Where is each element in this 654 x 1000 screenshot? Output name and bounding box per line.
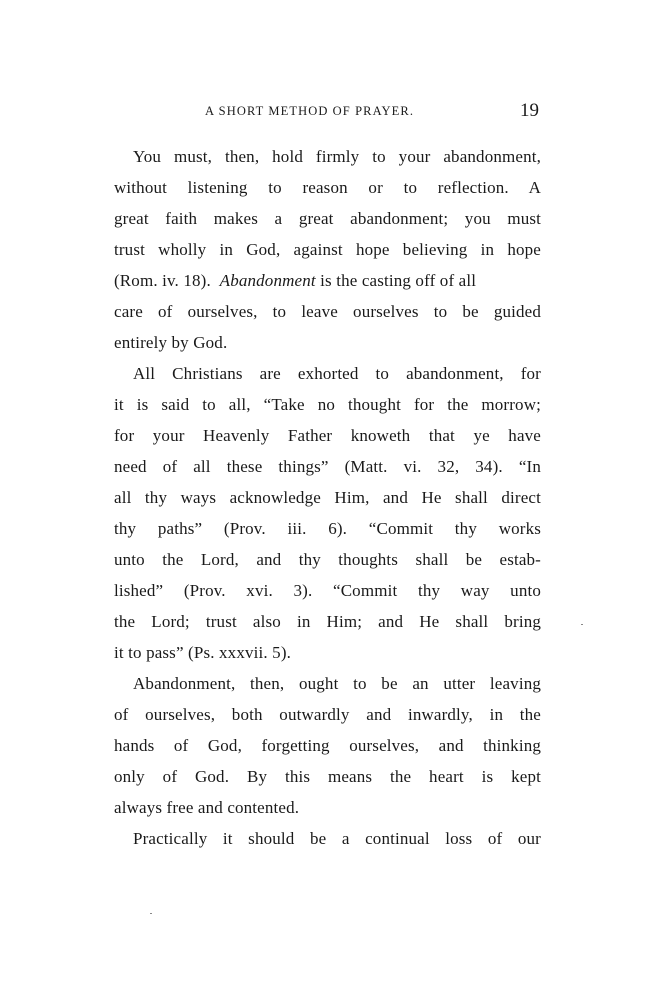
text-line: entirely by God. [114, 333, 228, 352]
text-line: without listening to reason or to reflection. A [114, 178, 541, 197]
text-line: need of all these things” (Matt. vi. 32, 34). “In [114, 457, 541, 476]
text-fragment: is the casting off of all [320, 271, 477, 290]
text-line: the Lord; trust also in Him; and He shall bring [114, 612, 541, 631]
text-line: it to pass” (Ps. xxxvii. 5). [114, 643, 292, 662]
text-line: of ourselves, both outwardly and inwardly, in the [114, 705, 541, 724]
paragraph-2 [114, 358, 541, 668]
text-line: unto the Lord, and thy thoughts shall be estab- [114, 550, 541, 569]
body-text [114, 141, 541, 854]
print-speck [150, 913, 152, 914]
text-line-with-italic [114, 265, 541, 296]
text-line: hands of God, forgetting ourselves, and thinking [114, 736, 541, 755]
text-line: all thy ways acknowledge Him, and He shall direct [114, 488, 541, 507]
text-line: Abandonment, then, ought to be an utter leaving [133, 674, 541, 693]
italic-term: Abandonment [219, 271, 316, 290]
text-line: lished” (Prov. xvi. 3). “Commit thy way unto [114, 581, 541, 600]
text-line: it is said to all, “Take no thought for the morrow; [114, 395, 541, 414]
paragraph-1 [114, 141, 541, 358]
paragraph-4 [114, 823, 541, 854]
text-line: care of ourselves, to leave ourselves to be guided [114, 302, 541, 321]
paragraph-3 [114, 668, 541, 823]
text-line: Practically it should be a continual loss of our [133, 829, 541, 848]
text-line: trust wholly in God, against hope believing in hope [114, 240, 541, 259]
text-line: thy paths” (Prov. iii. 6). “Commit thy works [114, 519, 541, 538]
text-line: only of God. By this means the heart is kept [114, 767, 541, 786]
text-fragment: (Rom. iv. 18). [114, 271, 211, 290]
text-line: You must, then, hold firmly to your abandonment, [133, 147, 541, 166]
text-line: All Christians are exhorted to abandonment, for [133, 364, 541, 383]
print-speck [581, 624, 583, 625]
text-line: for your Heavenly Father knoweth that ye have [114, 426, 541, 445]
text-line: great faith makes a great abandonment; you must [114, 209, 541, 228]
running-head: A SHORT METHOD OF PRAYER. [205, 104, 415, 118]
page-number: 19 [520, 100, 539, 121]
text-line: always free and contented. [114, 798, 300, 817]
